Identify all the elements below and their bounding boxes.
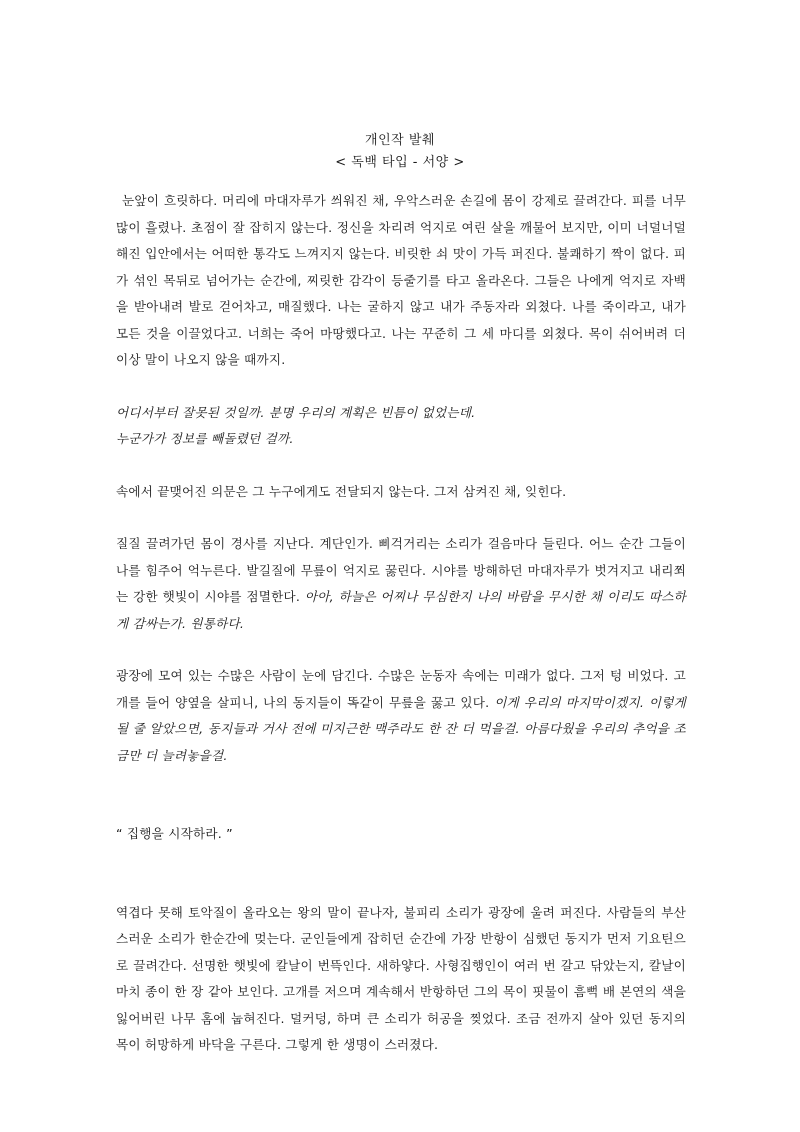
document-title: 개인작 발췌 bbox=[365, 133, 435, 148]
paragraph-5-text: 광장에 모여 있는 수많은 사람이 눈에 담긴다. 수많은 눈동자 속에는 미래가 없다. 그저 텅 비었다. 고개를 들어 양옆을 살피니, 나의 동지들이 똑같이 무릎을 꿇고 있다. bbox=[116, 668, 686, 710]
paragraph-4 bbox=[116, 531, 686, 637]
paragraph-2-line-1: 어디서부터 잘못된 것일까. 분명 우리의 계획은 빈틈이 없었는데. bbox=[116, 404, 476, 420]
document-subtitle: < 독백 타입 - 서양 > bbox=[335, 155, 465, 170]
document-header bbox=[0, 130, 800, 174]
paragraph-1: 눈앞이 흐릿하다. 머리에 마대자루가 씌워진 채, 우악스러운 손길에 몸이 강제로 끌려간다. 피를 너무 많이 흘렸나. 초점이 잘 잡히지 않는다. 정신을 차리려 억지로 여린 살을 깨물어 보지만, 이미 너덜너덜해진 입안에서는 어떠한 통각도 느껴지지 않는다. 비릿한 쇠 맛이 가득 퍼진다. 불쾌하기 짝이 없다. 피가 섞인 목뒤로 넘어가는 순간에, 찌릿한 감각이 등줄기를 타고 올라온다. 그들은 나에게 억지로 자백을 받아내려 발로 걷어차고, 매질했다. 나는 굴하지 않고 내가 주동자라 외쳤다. 나를 죽이라고, 내가 모든 것을 이끌었다고. 너희는 죽어 마땅했다고. 나는 꾸준히 그 세 마디를 외쳤다. 목이 쉬어버려 더 이상 말이 나오지 않을 때까지. bbox=[116, 193, 686, 367]
paragraph-5-italic: 이게 우리의 마지막이겠지. 이렇게 될 줄 알았으면, 동지들과 거사 전에 미지근한 맥주라도 한 잔 더 먹을걸. 아름다웠을 우리의 추억을 조금만 더 늘려놓을걸. bbox=[116, 694, 686, 763]
paragraph-5 bbox=[116, 663, 686, 769]
document-body bbox=[116, 188, 686, 1059]
dialogue-quote: “ 집행을 시작하라. ” bbox=[116, 826, 233, 841]
paragraph-3: 속에서 끝맺어진 의문은 그 누구에게도 전달되지 않는다. 그저 삼켜진 채, 잊힌다. bbox=[116, 483, 567, 499]
paragraph-4-italic: 아아, 하늘은 어찌나 무심한지 나의 바람을 무시한 채 이리도 따스하게 감싸는가. 원통하다. bbox=[116, 589, 686, 631]
paragraph-4-text: 질질 끌려가던 몸이 경사를 지난다. 계단인가. 삐걱거리는 소리가 걸음마다 들린다. 어느 순간 그들이 나를 힘주어 억누른다. 발길질에 무릎이 억지로 꿇린다. 시야를 방해하던 마대자루가 벗겨지고 내리쬐는 강한 햇빛이 시야를 점멸한다. bbox=[116, 536, 686, 604]
paragraph-6: 역겹다 못해 토악질이 올라오는 왕의 말이 끝나자, 불피리 소리가 광장에 울려 퍼진다. 사람들의 부산스러운 소리가 한순간에 멎는다. 군인들에게 잡히던 순간에 가장 반항이 심했던 동지가 먼저 기요틴으로 끌려간다. 선명한 햇빛에 칼날이 번뜩인다. 새하얗다. 사형집행인이 여러 번 갈고 닦았는지, 칼날이 마치 종이 한 장 같아 보인다. 고개를 저으며 계속해서 반항하던 그의 목이 핏물이 흠뻑 배 본연의 색을 잃어버린 나무 홈에 눕혀진다. 덜커덩, 하며 큰 소리가 허공을 찢었다. 조금 전까지 살아 있던 동지의 목이 허망하게 바닥을 구른다. 그렇게 한 생명이 스러졌다. bbox=[116, 904, 686, 1052]
paragraph-2-line-2: 누군가가 정보를 빼돌렸던 걸까. bbox=[116, 431, 294, 446]
